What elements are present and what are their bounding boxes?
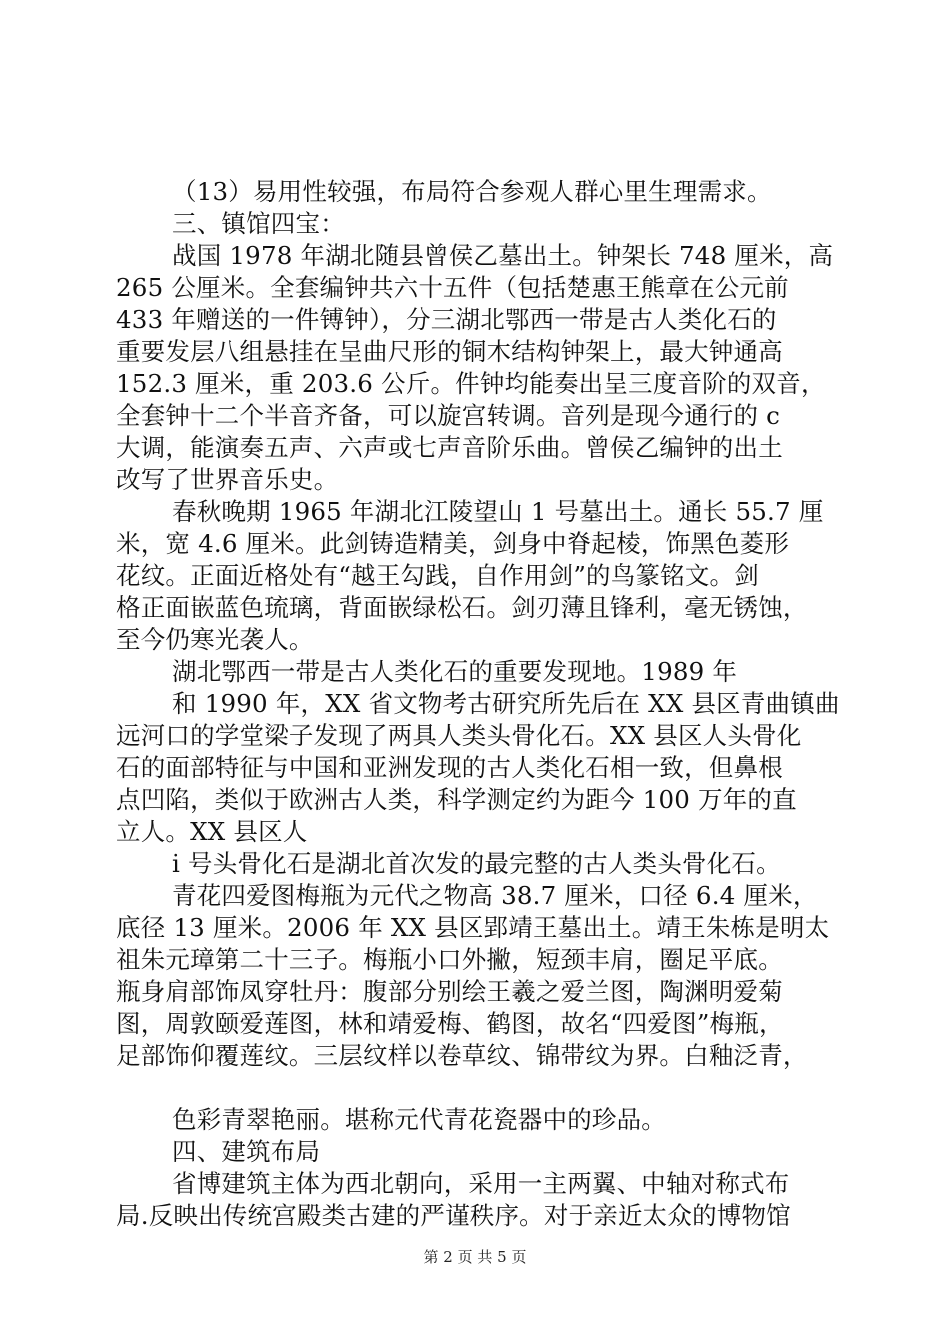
- text-line-sword-1: 春秋晚期 1965 年湖北江陵望山 1 号墓出土。通长 55.7 厘: [172, 497, 824, 526]
- text-line-fossil-1: 湖北鄂西一带是古人类化石的重要发现地。1989 年: [172, 657, 738, 686]
- text-line-vase-4: 瓶身肩部饰凤穿牡丹：腹部分别绘王羲之爱兰图，陶渊明爱菊: [116, 977, 783, 1006]
- text-line-vase-1: 青花四爱图梅瓶为元代之物高 38.7 厘米，口径 6.4 厘米，: [172, 881, 818, 910]
- text-line-bells-5: 152.3 厘米，重 203.6 公斤。件钟均能奏出呈三度音阶的双音，: [116, 369, 826, 398]
- text-line-sword-3: 花纹。正面近格处有“越王勾践，自作用剑”的鸟篆铭文。剑: [116, 561, 759, 590]
- text-line-fossil-3: 远河口的学堂梁子发现了两具人类头骨化石。XX 县区人头骨化: [116, 721, 802, 750]
- text-line-bells-8: 改写了世界音乐史。: [116, 465, 339, 494]
- text-line-sword-4: 格正面嵌蓝色琉璃，背面嵌绿松石。剑刃薄且锋利，毫无锈蚀，: [116, 593, 808, 622]
- text-line-architecture-1: 省博建筑主体为西北朝向，采用一主两翼、中轴对称式布: [172, 1169, 790, 1198]
- section-heading-architecture: 四、建筑布局: [172, 1137, 321, 1166]
- text-line-bells-1: 战国 1978 年湖北随县曾侯乙墓出土。钟架长 748 厘米，高: [172, 241, 834, 270]
- text-line-vase-3: 祖朱元璋第二十三子。梅瓶小口外撇，短颈丰肩，圈足平底。: [116, 945, 783, 974]
- text-line-sword-2: 米，宽 4.6 厘米。此剑铸造精美，剑身中脊起棱，饰黑色菱形: [116, 529, 790, 558]
- page-number-footer: 第 2 页 共 5 页: [423, 1248, 527, 1266]
- text-line-fossil-6: 立人。XX 县区人: [116, 817, 308, 846]
- text-line-vase-7: 色彩青翠艳丽。堪称元代青花瓷器中的珍品。: [172, 1105, 666, 1134]
- text-line-vase-5: 图，周敦颐爱莲图，林和靖爱梅、鹤图，故名“四爱图”梅瓶，: [116, 1009, 784, 1038]
- text-line-vase-2: 底径 13 厘米。2006 年 XX 县区郢靖王墓出土。靖王朱栋是明太: [116, 913, 830, 942]
- text-line-bells-6: 全套钟十二个半音齐备，可以旋宫转调。音列是现今通行的 c: [116, 401, 781, 430]
- text-line-bells-2: 265 公厘米。全套编钟共六十五件（包括楚惠王熊章在公元前: [116, 273, 789, 302]
- text-line-sword-5: 至今仍寒光袭人。: [116, 625, 314, 654]
- text-line-fossil-2: 和 1990 年，XX 省文物考古研究所先后在 XX 县区青曲镇曲: [172, 689, 840, 718]
- text-line-fossil-5: 点凹陷，类似于欧洲古人类，科学测定约为距今 100 万年的直: [116, 785, 797, 814]
- text-line-fossil-4: 石的面部特征与中国和亚洲发现的古人类化石相一致，但鼻根: [116, 753, 783, 782]
- text-line-architecture-2: 局.反映出传统宫殿类古建的严谨秩序。对于亲近太众的博物馆: [116, 1201, 791, 1230]
- text-line-bells-3: 433 年赠送的一件镈钟），分三湖北鄂西一带是古人类化石的: [116, 305, 777, 334]
- section-heading-treasures: 三、镇馆四宝：: [172, 209, 345, 238]
- text-line-fossil-7: i 号头骨化石是湖北首次发的最完整的古人类头骨化石。: [172, 849, 781, 878]
- text-line-13-usability: （13）易用性较强，布局符合参观人群心里生理需求。: [172, 177, 772, 206]
- text-line-bells-7: 大调，能演奏五声、六声或七声音阶乐曲。曾侯乙编钟的出土: [116, 433, 783, 462]
- text-line-vase-6: 足部饰仰覆莲纹。三层纹样以卷草纹、锦带纹为界。白釉泛青，: [116, 1041, 808, 1070]
- text-line-bells-4: 重要发层八组悬挂在呈曲尺形的铜木结构钟架上，最大钟通高: [116, 337, 783, 366]
